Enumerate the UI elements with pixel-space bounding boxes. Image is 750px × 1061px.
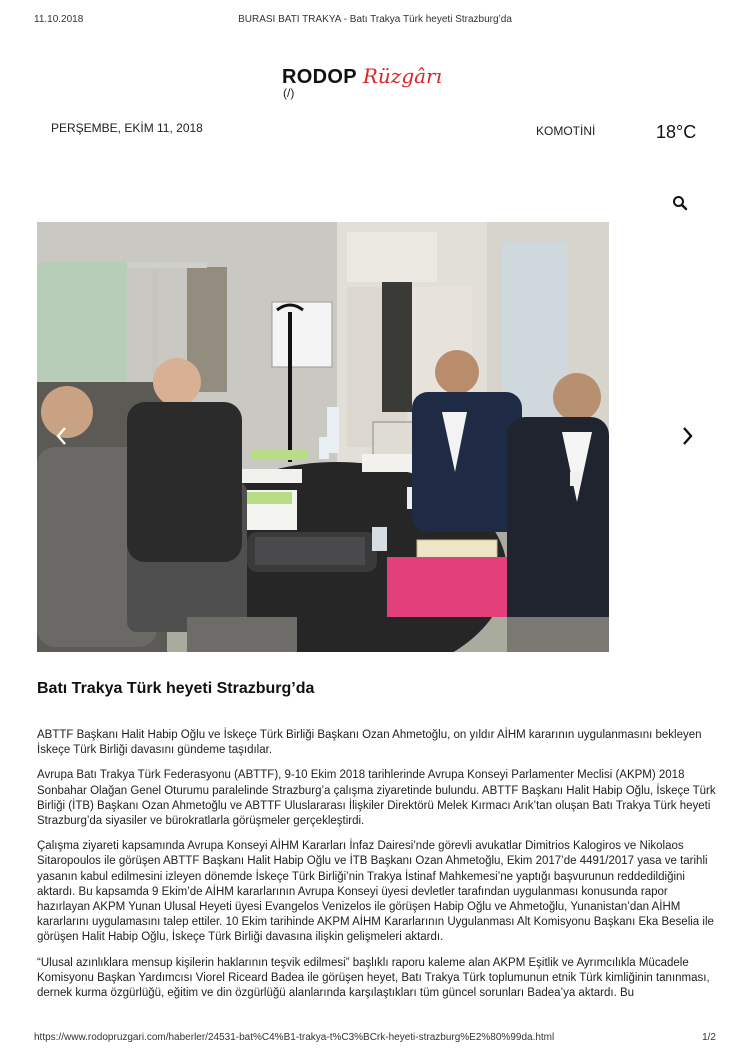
search-icon[interactable] bbox=[672, 195, 688, 211]
article-title: Batı Trakya Türk heyeti Strazburg’da bbox=[37, 680, 315, 697]
slider-next-arrow[interactable] bbox=[677, 424, 697, 448]
weather-city: KOMOTİNİ bbox=[536, 124, 596, 138]
print-header bbox=[34, 14, 716, 28]
chevron-right-icon bbox=[677, 424, 697, 448]
article-body bbox=[37, 728, 717, 1011]
print-date: 11.10.2018 bbox=[34, 14, 84, 25]
chevron-left-icon bbox=[52, 424, 72, 448]
article-paragraph: “Ulusal azınlıklara mensup kişilerin haklarının teşvik edilmesi” başlıklı raporu kaleme alan AKPM Eşitlik ve Ayrımcılıkla Mücadele Komisyonu Başkan Yardımcısı Viorel Riceard Badea ile görüşen heyet, Batı Trakya Türk toplumunun etnik Türk kimliğinin tanınması, dernek kurma özgürlüğü, eğitim ve din özgürlüğü alanlarında karşılaştıkları tüm güncel sorunları Badea’ya aktardı. Bu bbox=[37, 956, 710, 1000]
print-url: https://www.rodopruzgari.com/haberler/24531-bat%C4%B1-trakya-t%C3%BCrk-heyeti-strazburg%E2%80%99da.html bbox=[34, 1032, 555, 1043]
current-date: PERŞEMBE, EKİM 11, 2018 bbox=[51, 121, 203, 135]
page-number: 1/2 bbox=[702, 1032, 716, 1043]
article-paragraph: ABTTF Başkanı Halit Habip Oğlu ve İskeçe Türk Birliği Başkanı Ozan Ahmetoğlu, on yıldır AİHM kararının uygulanmasını bekleyen İskeçe Türk Birliği davasını gündeme taşıdılar. bbox=[37, 729, 702, 757]
print-page-title: BURASI BATI TRAKYA - Batı Trakya Türk heyeti Strazburg’da bbox=[238, 14, 512, 25]
logo-word-ruzgari: Rüzgârı bbox=[362, 64, 443, 88]
weather-temperature: 18°C bbox=[656, 122, 697, 142]
article-paragraph: Avrupa Batı Trakya Türk Federasyonu (ABTTF), 9-10 Ekim 2018 tarihlerinde Avrupa Konseyi Parlamenter Meclisi (AKPM) 2018 Sonbahar Olağan Genel Oturumu paralelinde Strazburg’a çalışma ziyaretinde bulundu. ABTTF Başkanı Halit Habip Oğlu, İskeçe Türk Birliği (İTB) Başkanı Ozan Ahmetoğlu ve ABTTF Uluslararası İlişkiler Direktörü Melek Kırmacı Arık’tan oluşan Batı Trakya Türk heyeti Strazburg’da siyasiler ve bürokratlarla görüşmeler gerçekleştirdi. bbox=[37, 769, 716, 828]
meeting-photo bbox=[37, 222, 609, 652]
home-link[interactable]: (/) bbox=[283, 86, 295, 100]
site-logo[interactable] bbox=[282, 64, 442, 94]
logo-word-rodop: RODOP bbox=[282, 66, 357, 88]
article-photo-slider[interactable] bbox=[37, 222, 609, 652]
article-paragraph: Çalışma ziyareti kapsamında Avrupa Konseyi AİHM Kararları İnfaz Dairesi’nde görevli avukatlar Dimitrios Kalogiros ve Nikolaos Sitaropoulos ile görüşen ABTTF Başkanı Halit Habip Oğlu ve İTB Başkanı Ozan Ahmetoğlu, Ekim 2017’de 4491/2017 yasa ve tarihli yasanın kabul edilmesini izleyen dönemde İskeçe Türk Birliği’nin Trakya İstinaf Mahkemesi’ne yaptığı başvurunun reddedildiğini aktardı. Bu kapsamda 9 Ekim’de AİHM kararlarının Avrupa Konseyi üyesi devletler tarafından uygulanması konusunda rapor hazırlayan AKPM Yunan Ulusal Heyeti üyesi Evangelos Venizelos ile görüşen Habip Oğlu ve Ahmetoğlu, Yunanistan’dan AİHM kararlarını uygulamasını talep ettiler. 10 Ekim tarihinde AKPM AİHM Kararlarının Uygulanması Alt Komisyonu Başkanı Eka Beselia ile görüşen Halit Habip Oğlu, İskeçe Türk Birliği davasına ilişkin gelişmeleri aktardı. bbox=[37, 840, 714, 944]
slider-prev-arrow[interactable] bbox=[52, 424, 72, 448]
